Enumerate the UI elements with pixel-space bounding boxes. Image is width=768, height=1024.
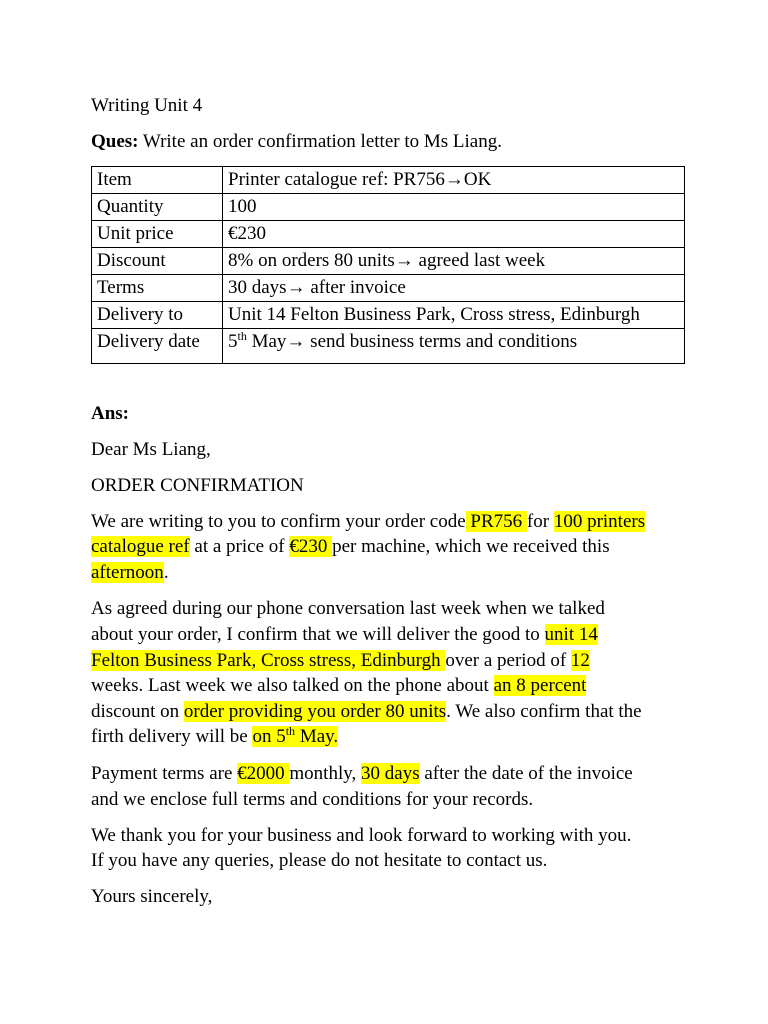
para1-text: We are writing to you to confirm your order code <box>91 511 466 532</box>
table-value <box>223 275 685 302</box>
table-value <box>223 248 685 275</box>
para1-line3 <box>91 560 169 585</box>
arrow-icon: → <box>286 331 306 352</box>
para2-text: about your order, I confirm that we will deliver the good to <box>91 624 545 645</box>
table-value: 100 <box>223 194 685 221</box>
highlight: unit 14 <box>544 624 598 645</box>
table-key: Delivery to <box>92 302 223 329</box>
date-suffix: th <box>285 724 296 738</box>
para2-line2 <box>91 622 598 647</box>
answer-label <box>91 401 129 426</box>
para1-text: . <box>163 562 169 583</box>
para1-text: per machine, which we received this <box>332 536 610 557</box>
para1-line1 <box>91 509 645 534</box>
arrow-icon: → <box>444 169 464 190</box>
highlight: catalogue ref <box>91 536 190 557</box>
table-value: €230 <box>223 221 685 248</box>
highlight: an 8 percent <box>493 675 587 696</box>
date-suffix: th <box>237 329 247 343</box>
highlight: 12 <box>570 650 590 671</box>
highlight: €230 <box>289 536 333 557</box>
salutation: Dear Ms Liang, <box>91 439 211 460</box>
terms-note: after invoice <box>305 277 406 298</box>
para3-text: monthly, <box>289 763 362 784</box>
question-label: Ques: <box>91 131 139 152</box>
table-value: Unit 14 Felton Business Park, Cross stress, Edinburgh <box>223 302 685 329</box>
para1-text: for <box>526 511 554 532</box>
highlight: order providing you order 80 units <box>183 701 447 722</box>
answer-label-text: Ans: <box>91 403 130 424</box>
arrow-icon: → <box>286 277 306 298</box>
table-row <box>92 302 685 329</box>
date-note: send business terms and conditions <box>305 331 578 352</box>
para2-text: weeks. Last week we also talked on the phone about <box>91 675 494 696</box>
item-ref-text: Printer catalogue ref: PR756 <box>228 169 445 190</box>
arrow-icon: → <box>394 250 414 271</box>
para2-text: discount on <box>91 701 184 722</box>
highlight: afternoon <box>91 562 164 583</box>
table-row <box>92 167 685 194</box>
doc-title: Writing Unit 4 <box>91 95 203 116</box>
highlight <box>252 726 338 747</box>
date-day: 5 <box>228 331 238 352</box>
highlight: PR756 <box>465 511 527 532</box>
para3-text: after the date of the invoice <box>419 763 633 784</box>
order-table <box>91 166 685 364</box>
para2-line6 <box>91 724 338 749</box>
item-status-text: OK <box>463 169 492 190</box>
para2-line5 <box>91 699 642 724</box>
question-line <box>91 129 502 154</box>
table-key: Delivery date <box>92 329 223 364</box>
highlight: 30 days <box>361 763 420 784</box>
para4-line1: We thank you for your business and look forward to working with you. <box>91 825 632 846</box>
closing: Yours sincerely, <box>91 886 213 907</box>
para4-line2: If you have any queries, please do not hesitate to contact us. <box>91 850 548 871</box>
table-key: Terms <box>92 275 223 302</box>
highlight: €2000 <box>237 763 290 784</box>
discount-note: agreed last week <box>413 250 546 271</box>
table-key: Unit price <box>92 221 223 248</box>
para2-text: over a period of <box>445 650 571 671</box>
table-row <box>92 329 685 364</box>
table-key: Item <box>92 167 223 194</box>
para3-text: Payment terms are <box>91 763 238 784</box>
date-month: May <box>246 331 287 352</box>
table-key: Quantity <box>92 194 223 221</box>
highlight: 100 printers <box>553 511 646 532</box>
table-row <box>92 221 685 248</box>
para2-text: firth delivery will be <box>91 726 253 747</box>
para2-text: . We also confirm that the <box>446 701 642 722</box>
discount-text: 8% on orders 80 units <box>228 250 395 271</box>
para1-line2 <box>91 534 610 559</box>
question-text: Write an order confirmation letter to Ms Liang. <box>138 131 502 152</box>
para2-line1: As agreed during our phone conversation last week when we talked <box>91 598 605 619</box>
date-day: on 5 <box>252 726 286 747</box>
terms-text: 30 days <box>228 277 287 298</box>
highlight: Felton Business Park, Cross stress, Edinburgh <box>91 650 446 671</box>
table-row <box>92 194 685 221</box>
date-month: May. <box>295 726 339 747</box>
table-row <box>92 275 685 302</box>
table-value <box>223 329 685 364</box>
subject-line: ORDER CONFIRMATION <box>91 475 304 496</box>
table-key: Discount <box>92 248 223 275</box>
table-row <box>92 248 685 275</box>
para1-text: at a price of <box>189 536 290 557</box>
para2-line4 <box>91 673 586 698</box>
para3-line1 <box>91 761 633 786</box>
para3-line2: and we enclose full terms and conditions for your records. <box>91 789 534 810</box>
para2-line3 <box>91 648 590 673</box>
table-value <box>223 167 685 194</box>
